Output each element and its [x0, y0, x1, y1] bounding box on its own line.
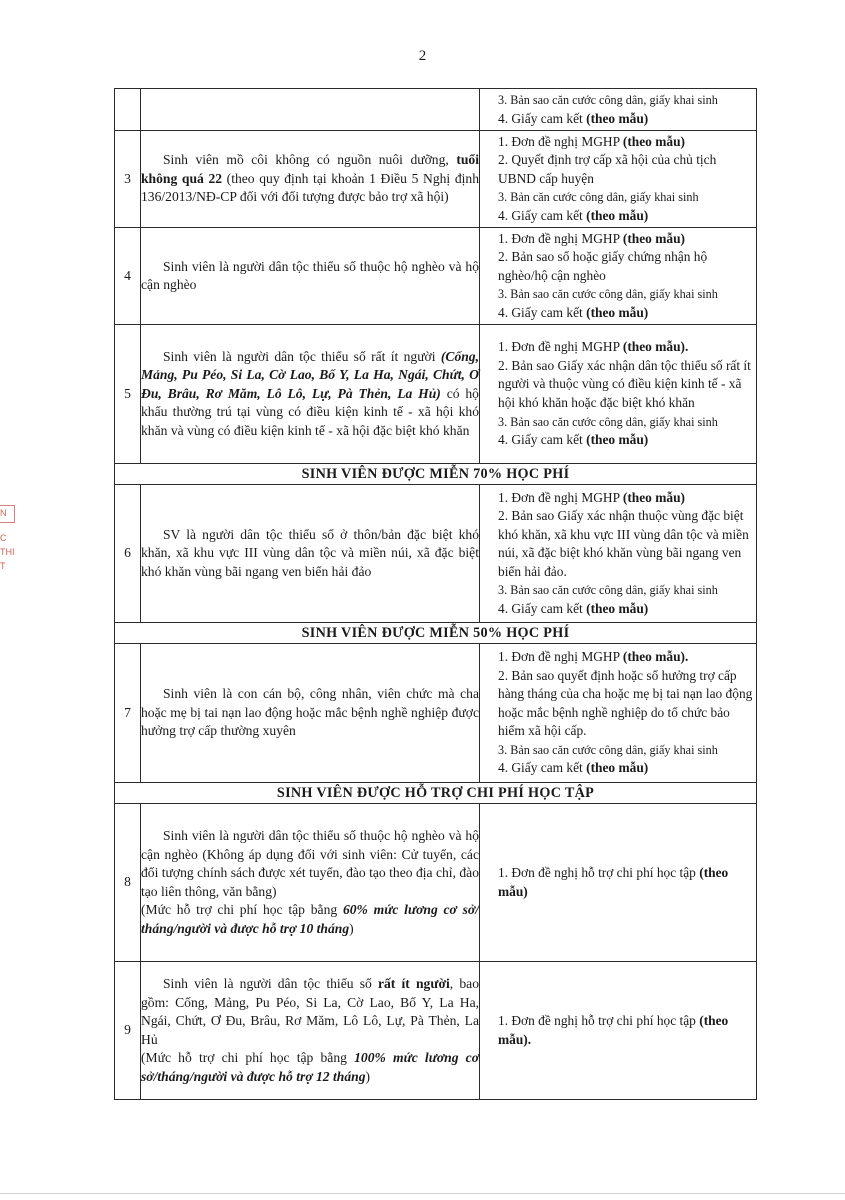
section-title: SINH VIÊN ĐƯỢC HỖ TRỢ CHI PHÍ HỌC TẬP	[115, 783, 757, 804]
document-item: 1. Đơn đề nghị hỗ trợ chi phí học tập (theo mẫu).	[498, 1012, 729, 1047]
row-description	[141, 962, 480, 1100]
row-number: 9	[115, 962, 141, 1100]
document-item: 4. Giấy cam kết (theo mẫu)	[498, 760, 649, 776]
document-item: 2. Bản sao quyết định hoặc sổ hưởng trợ cấp hàng tháng của cha hoặc mẹ bị tai nạn lao động hoặc mắc bệnh nghề nghiệp do tổ chức bảo hiểm xã hội cấp.	[498, 667, 753, 739]
desc-text: (Mức hỗ trợ chi phí học tập bằng	[141, 1050, 355, 1065]
eligibility-table	[114, 88, 757, 1100]
table-row	[115, 228, 757, 325]
desc-text: , bao gồm: Cống, Mảng, Pu Péo, Si La, Cờ Lao, Bố Y, La Ha, Ngái, Chứt, Ơ Đu, Brâu, Rơ Măm, Lô Lô, Lự, Pà Thẻn, La Hủ	[141, 976, 479, 1047]
document-item: 3. Bản căn cước công dân, giấy khai sinh	[498, 190, 699, 205]
document-item: 1. Đơn đề nghị MGHP (theo mẫu).	[498, 339, 689, 355]
desc-text: Sinh viên là người dân tộc thiểu số thuộc hộ nghèo và hộ cận nghèo (Không áp dụng đối với sinh viên: Cử tuyển, các đối tượng chính sách được xét tuyển, đào tạo theo địa chỉ, đào tạo liên thông, văn bằng)	[141, 828, 479, 899]
document-item: 4. Giấy cam kết (theo mẫu)	[498, 600, 649, 616]
stamp-line: T	[0, 561, 6, 571]
stamp-line: THI	[0, 547, 15, 557]
desc-text: Sinh viên là người dân tộc thiểu số thuộc hộ nghèo và hộ cận nghèo	[141, 258, 479, 292]
row-number: 5	[115, 325, 141, 464]
row-documents	[480, 485, 757, 623]
stamp-border	[0, 505, 15, 523]
section-title: SINH VIÊN ĐƯỢC MIỄN 50% HỌC PHÍ	[115, 623, 757, 644]
row-number: 8	[115, 804, 141, 962]
document-item: 4. Giấy cam kết (theo mẫu)	[498, 110, 649, 126]
document-item: 2. Quyết định trợ cấp xã hội của chủ tịch UBND cấp huyện	[498, 152, 717, 186]
row-description	[141, 131, 480, 228]
desc-text: SV là người dân tộc thiểu số ở thôn/bản đặc biệt khó khăn, xã khu vực III vùng dân tộc và miền núi, xã đặc biệt khó khăn vùng bãi ngang ven biển hải đảo	[141, 526, 479, 579]
document-item: 1. Đơn đề nghị MGHP (theo mẫu)	[498, 133, 685, 149]
stamp-line: N	[0, 508, 7, 518]
row-documents	[480, 644, 757, 783]
row-description	[141, 325, 480, 464]
row-number: 7	[115, 644, 141, 783]
document-item: 1. Đơn đề nghị hỗ trợ chi phí học tập (theo mẫu)	[498, 864, 729, 899]
row-description	[141, 89, 480, 131]
section-title: SINH VIÊN ĐƯỢC MIỄN 70% HỌC PHÍ	[115, 464, 757, 485]
document-item: 2. Bản sao Giấy xác nhận dân tộc thiểu số rất ít người và thuộc vùng có điều kiện kinh tế - xã hội khó khăn hoặc đặc biệt khó khăn	[498, 357, 751, 411]
desc-bold-italic-text: (Cống, Mảng, Pu Péo, Si La, Cờ Lao, Bố Y, La Ha, Ngái, Chứt, Ơ Đu, Brâu, Rơ Măm, Lô Lô, Lự, Pà Thẻn, La Hủ)	[141, 348, 479, 401]
document-item: 1. Đơn đề nghị MGHP (theo mẫu).	[498, 649, 689, 665]
table-row	[115, 804, 757, 962]
row-description	[141, 228, 480, 325]
section-header-row	[115, 623, 757, 644]
page-bottom-edge	[0, 1193, 845, 1194]
stamp-line: C	[0, 533, 7, 543]
desc-text: Sinh viên là người dân tộc thiểu số	[163, 976, 378, 991]
desc-bold-italic-text: 100% mức lương cơ sở/tháng/người và được hỗ trợ 12 tháng	[141, 1050, 479, 1084]
document-item: 4. Giấy cam kết (theo mẫu)	[498, 304, 649, 320]
row-documents	[480, 228, 757, 325]
desc-bold-text: rất ít người	[377, 976, 450, 991]
desc-text: có hộ khẩu thường trú tại vùng có điều kiện kinh tế - xã hội khó khăn và vùng có điều kiện kinh tế - xã hội đặc biệt khó khăn	[141, 385, 479, 438]
desc-bold-text: tuổi không quá 22	[141, 152, 479, 186]
document-item: 1. Đơn đề nghị MGHP (theo mẫu)	[498, 230, 685, 246]
desc-text: Sinh viên là người dân tộc thiểu số rất ít người	[163, 348, 441, 364]
desc-text: )	[365, 1068, 371, 1084]
document-item: 2. Bản sao sổ hoặc giấy chứng nhận hộ nghèo/hộ cận nghèo	[498, 249, 708, 283]
desc-text: Sinh viên là con cán bộ, công nhân, viên chức mà cha hoặc mẹ bị tai nạn lao động hoặc mắc bệnh nghề nghiệp được hưởng trợ cấp thường xuyên	[141, 686, 479, 739]
row-documents	[480, 89, 757, 131]
desc-text: Sinh viên mồ côi không có nguồn nuôi dưỡng,	[163, 152, 457, 168]
document-item: 2. Bản sao Giấy xác nhận thuộc vùng đặc biệt khó khăn, xã khu vực III vùng dân tộc và miền núi, xã đặc biệt khó khăn vùng bãi ngang ven biển hải đảo.	[498, 508, 749, 579]
table-row	[115, 131, 757, 228]
desc-text: )	[349, 920, 354, 936]
document-item: 3. Bản sao căn cước công dân, giấy khai sinh	[498, 287, 718, 302]
document-item: 3. Bản sao căn cước công dân, giấy khai sinh	[498, 583, 718, 598]
page-number: 2	[418, 48, 427, 64]
document-item: 1. Đơn đề nghị MGHP (theo mẫu)	[498, 489, 685, 505]
row-documents	[480, 325, 757, 464]
table-row	[115, 485, 757, 623]
document-item: 4. Giấy cam kết (theo mẫu)	[498, 432, 649, 448]
desc-text: (theo quy định tại khoản 1 Điều 5 Nghị định 136/2013/NĐ-CP đối với đối tượng được bảo trợ xã hội)	[141, 170, 479, 205]
row-description	[141, 485, 480, 623]
document-item: 3. Bản sao căn cước công dân, giấy khai sinh	[498, 742, 718, 757]
row-number: 3	[115, 131, 141, 228]
row-documents	[480, 131, 757, 228]
table-row	[115, 644, 757, 783]
document-item: 3. Bản sao căn cước công dân, giấy khai sinh	[498, 414, 718, 429]
row-description	[141, 804, 480, 962]
red-stamp-fragment	[0, 505, 22, 635]
row-number	[115, 89, 141, 131]
row-number: 4	[115, 228, 141, 325]
table-row	[115, 89, 757, 131]
row-description	[141, 644, 480, 783]
desc-text: (Mức hỗ trợ chi phí học tập bằng	[141, 902, 343, 917]
row-documents	[480, 804, 757, 962]
row-documents	[480, 962, 757, 1100]
table-row	[115, 325, 757, 464]
section-header-row	[115, 464, 757, 485]
table-row	[115, 962, 757, 1100]
row-number: 6	[115, 485, 141, 623]
document-item: 4. Giấy cam kết (theo mẫu)	[498, 207, 649, 223]
section-header-row	[115, 783, 757, 804]
document-item: 3. Bản sao căn cước công dân, giấy khai sinh	[498, 93, 718, 107]
desc-bold-italic-text: 60% mức lương cơ sở/ tháng/người và được hỗ trợ 10 tháng	[141, 902, 479, 936]
